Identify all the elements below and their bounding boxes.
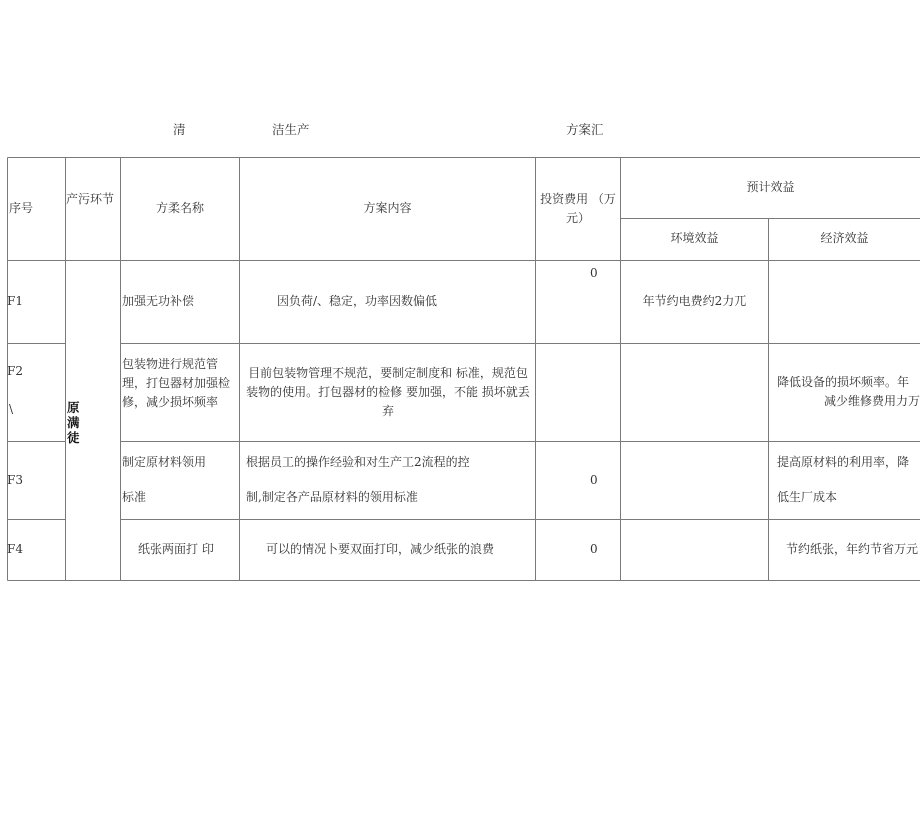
row-f3-seq: F3	[7, 473, 23, 487]
row-f2-content: 目前包装物管理不规范，要制定制度和 标准，规范包装物的使用。打包器材的检修 要加强，不能 损坏就丢弃	[246, 366, 530, 418]
header-env-benefit: 环境效益	[670, 231, 719, 245]
row-f1-seq: F1	[7, 294, 23, 308]
row-f3-name-line1: 制定原材料领用	[122, 455, 207, 469]
row-f4-econ-benefit: 节约纸张，年约节省万元	[786, 542, 919, 556]
row-f3-investment: 0	[590, 473, 598, 487]
row-f4-content: 可以的情况卜要双面打印，减少纸张的浪费	[266, 542, 495, 556]
row-f1-investment: 0	[590, 266, 598, 280]
stage-group-label: 原满徒	[67, 400, 80, 445]
header-name: 方柔名称	[155, 201, 204, 215]
row-f2-econ-benefit-line1: 降低设备的损坏频率。年	[777, 375, 910, 389]
title-part-3: 方案汇	[566, 122, 604, 137]
row-f3-content-line2: 制,制定各产品原材料的领用标准	[246, 490, 418, 504]
row-f2-econ-benefit-line2: 减少维修费用力万	[824, 394, 920, 408]
row-f2-seq: F2	[7, 364, 23, 378]
row-f4-seq: F4	[7, 542, 23, 556]
row-f3-econ-benefit-line2: 低生厂成本	[777, 490, 838, 504]
header-econ-benefit: 经济效益	[820, 231, 869, 245]
header-investment: 投资费用 （万元）	[540, 192, 616, 225]
row-f3-econ-benefit-line1: 提高原材料的利用率，降	[777, 455, 910, 469]
row-f3-content-line1: 根据员工的操作经验和对生产工2流程的控	[246, 455, 470, 469]
row-f2-seq-mark: \	[9, 402, 14, 416]
title-part-2: 洁生产	[272, 122, 310, 137]
header-content: 方案内容	[363, 201, 412, 215]
row-f1-env-benefit: 年节约电费约2力兀	[642, 294, 747, 308]
header-seq: 序号	[9, 201, 34, 215]
row-f1-name: 加强无功补偿	[122, 294, 195, 308]
row-f1-content: 因负荷/、稳定，功率因数偏低	[277, 294, 438, 308]
row-f2-name: 包装物进行规范管理，打包器材加强检修，减少损坏频率	[122, 357, 231, 409]
row-f4-investment: 0	[590, 542, 598, 556]
title-part-1: 清	[173, 122, 186, 137]
row-f3-name-line2: 标准	[122, 490, 147, 504]
row-f4-name: 纸张两面打 印	[138, 542, 214, 556]
header-benefit: 预计效益	[746, 180, 795, 194]
header-stage: 产污环节	[66, 192, 115, 206]
